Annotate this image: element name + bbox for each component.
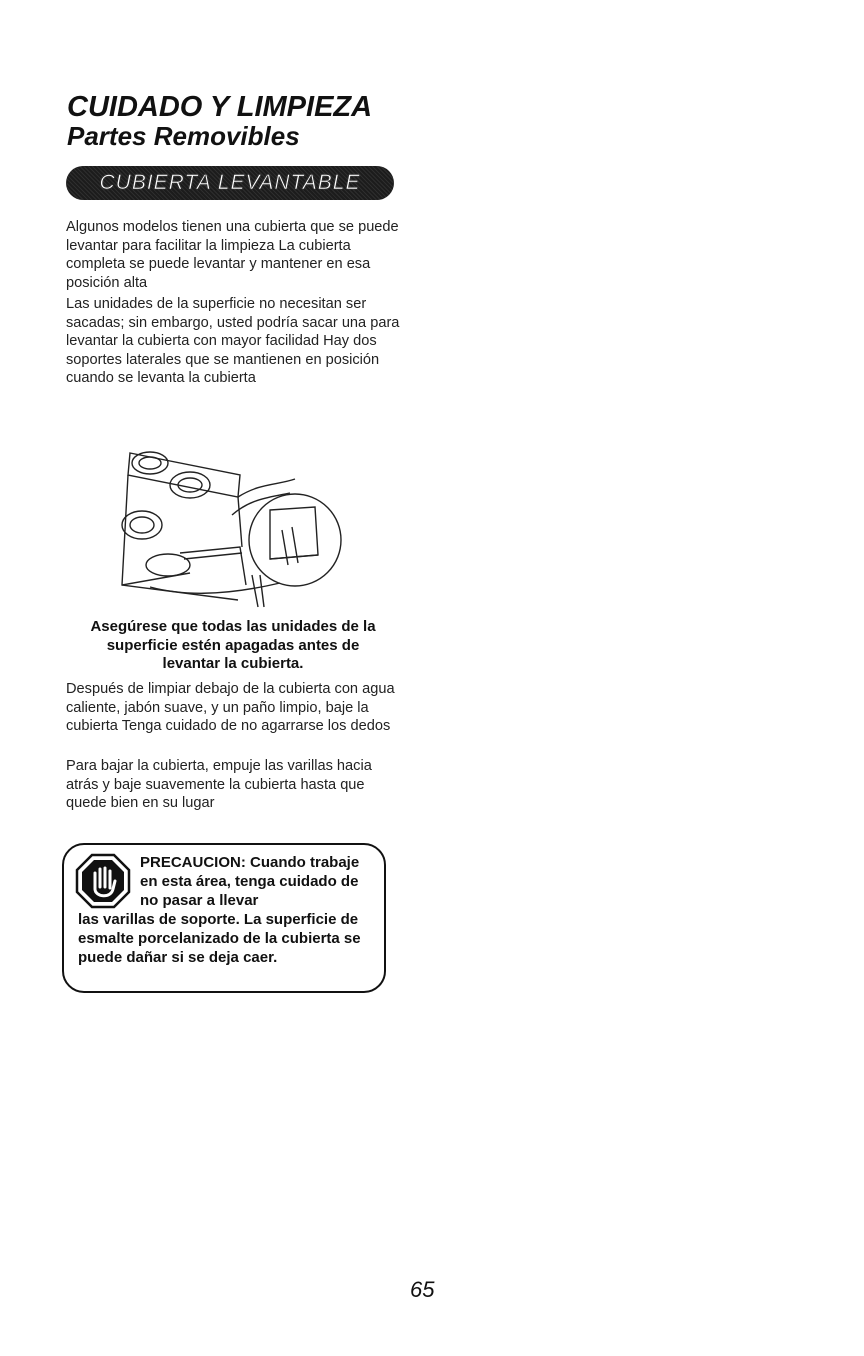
page-subtitle: Partes Removibles: [67, 121, 300, 151]
stop-hand-icon: [75, 853, 131, 909]
caution-text-top: PRECAUCION: Cuando trabaje en esta área, tenga cuidado de no pasar a llevar: [140, 854, 360, 909]
warning-note: Asegúrese que todas las unidades de la superficie estén apagadas antes de levantar la cubierta.: [90, 618, 376, 672]
caution-box: [62, 843, 386, 993]
page-number: 65: [410, 1277, 435, 1302]
cleaning-paragraph: Después de limpiar debajo de la cubierta con agua caliente, jabón suave, y un paño limpio, baje la cubierta Tenga cuidado de no agarrarse los dedos: [66, 681, 395, 735]
section-banner: [66, 166, 394, 200]
caution-text-bottom: las varillas de soporte. La superficie de esmalte porcelanizado de la cubierta se puede dañar si se deja caer.: [78, 911, 361, 966]
cooktop-lift-illustration: [120, 435, 350, 610]
section-banner-label: CUBIERTA LEVANTABLE: [99, 171, 361, 194]
intro-paragraph: Algunos modelos tienen una cubierta que se puede levantar para facilitar la limpieza La cubierta completa se puede levantar y mantener en esa posición alta: [66, 219, 399, 291]
support-paragraph: Las unidades de la superficie no necesitan ser sacadas; sin embargo, usted podría sacar una para levantar la cubierta con mayor facilidad Hay dos soportes laterales que se mantienen en posición cuando se levanta la cubierta: [66, 296, 400, 387]
page-title: CUIDADO Y LIMPIEZA: [67, 91, 373, 123]
lowering-paragraph: Para bajar la cubierta, empuje las varillas hacia atrás y baje suavemente la cubierta hasta que quede bien en su lugar: [66, 758, 372, 812]
